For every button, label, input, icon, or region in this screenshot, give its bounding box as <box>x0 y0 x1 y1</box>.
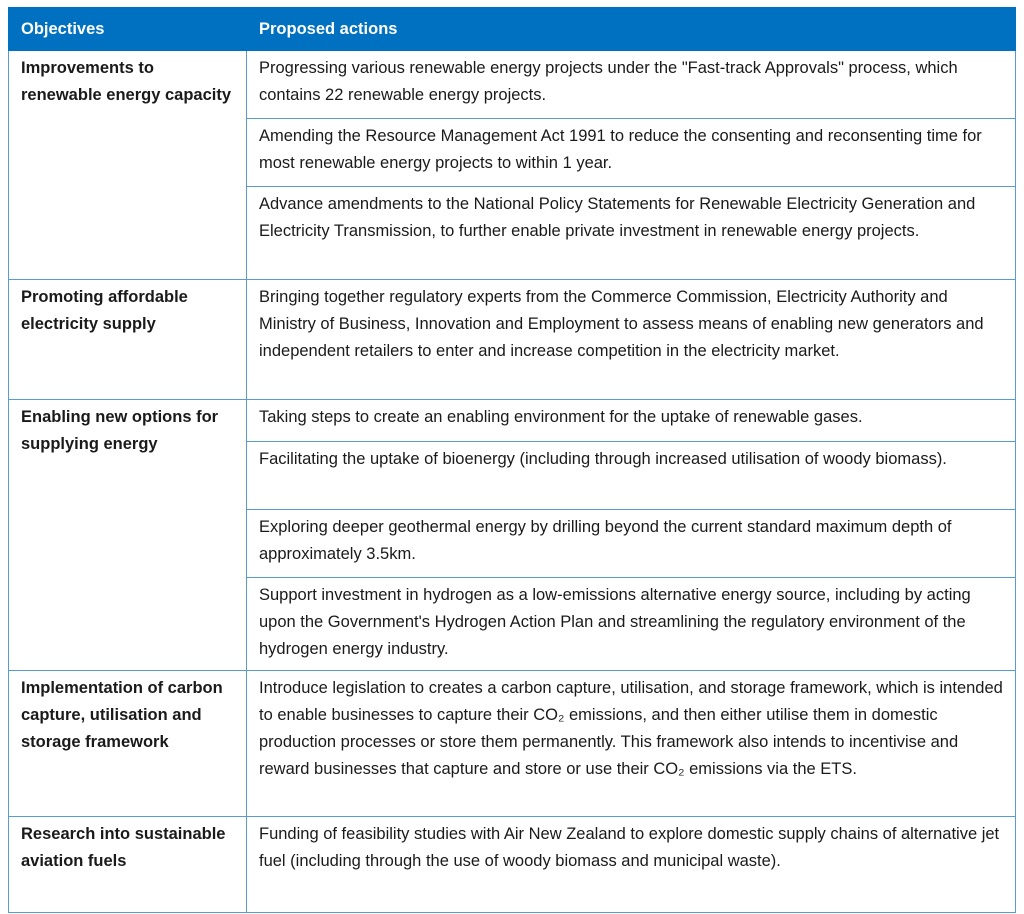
objective-cell: Research into sustainable aviation fuels <box>9 817 247 913</box>
action-cell: Bringing together regulatory experts from the Commerce Commission, Electricity Authority and Ministry of Business, Innovation and Employment to assess means of enabling new generators and independent retailers to enter and increase competition in the electricity market. <box>247 280 1016 400</box>
action-cell: Funding of feasibility studies with Air New Zealand to explore domestic supply chains of alternative jet fuel (including through the use of woody biomass and municipal waste). <box>247 817 1016 913</box>
table-row <box>9 51 1016 119</box>
action-cell: Progressing various renewable energy projects under the "Fast-track Approvals" process, which contains 22 renewable energy projects. <box>247 51 1016 119</box>
action-cell: Advance amendments to the National Policy Statements for Renewable Electricity Generation and Electricity Transmission, to further enable private investment in renewable energy projects. <box>247 187 1016 280</box>
objective-cell: Implementation of carbon capture, utilisation and storage framework <box>9 671 247 817</box>
action-cell: Support investment in hydrogen as a low-emissions alternative energy source, including by acting upon the Government's Hydrogen Action Plan and streamlining the regulatory environment of the hydrogen energy industry. <box>247 578 1016 671</box>
action-cell: Introduce legislation to creates a carbon capture, utilisation, and storage framework, which is intended to enable businesses to capture their CO₂ emissions, and then either utilise them in domestic production processes or store them permanently. This framework also intends to incentivise and reward businesses that capture and store or use their CO₂ emissions via the ETS. <box>247 671 1016 817</box>
action-cell: Taking steps to create an enabling environment for the uptake of renewable gases. <box>247 400 1016 442</box>
table-row <box>9 400 1016 442</box>
table-row <box>9 817 1016 913</box>
policy-actions-table <box>8 7 1016 913</box>
table-header-row <box>9 8 1016 51</box>
header-objectives: Objectives <box>9 8 247 51</box>
action-cell: Facilitating the uptake of bioenergy (including through increased utilisation of woody biomass). <box>247 442 1016 510</box>
table-row <box>9 280 1016 400</box>
table-row <box>9 671 1016 817</box>
action-cell: Amending the Resource Management Act 1991 to reduce the consenting and reconsenting time for most renewable energy projects to within 1 year. <box>247 119 1016 187</box>
header-proposed-actions: Proposed actions <box>247 8 1016 51</box>
objective-cell: Improvements to renewable energy capacity <box>9 51 247 280</box>
action-cell: Exploring deeper geothermal energy by drilling beyond the current standard maximum depth of approximately 3.5km. <box>247 510 1016 578</box>
objective-cell: Enabling new options for supplying energy <box>9 400 247 671</box>
objective-cell: Promoting affordable electricity supply <box>9 280 247 400</box>
